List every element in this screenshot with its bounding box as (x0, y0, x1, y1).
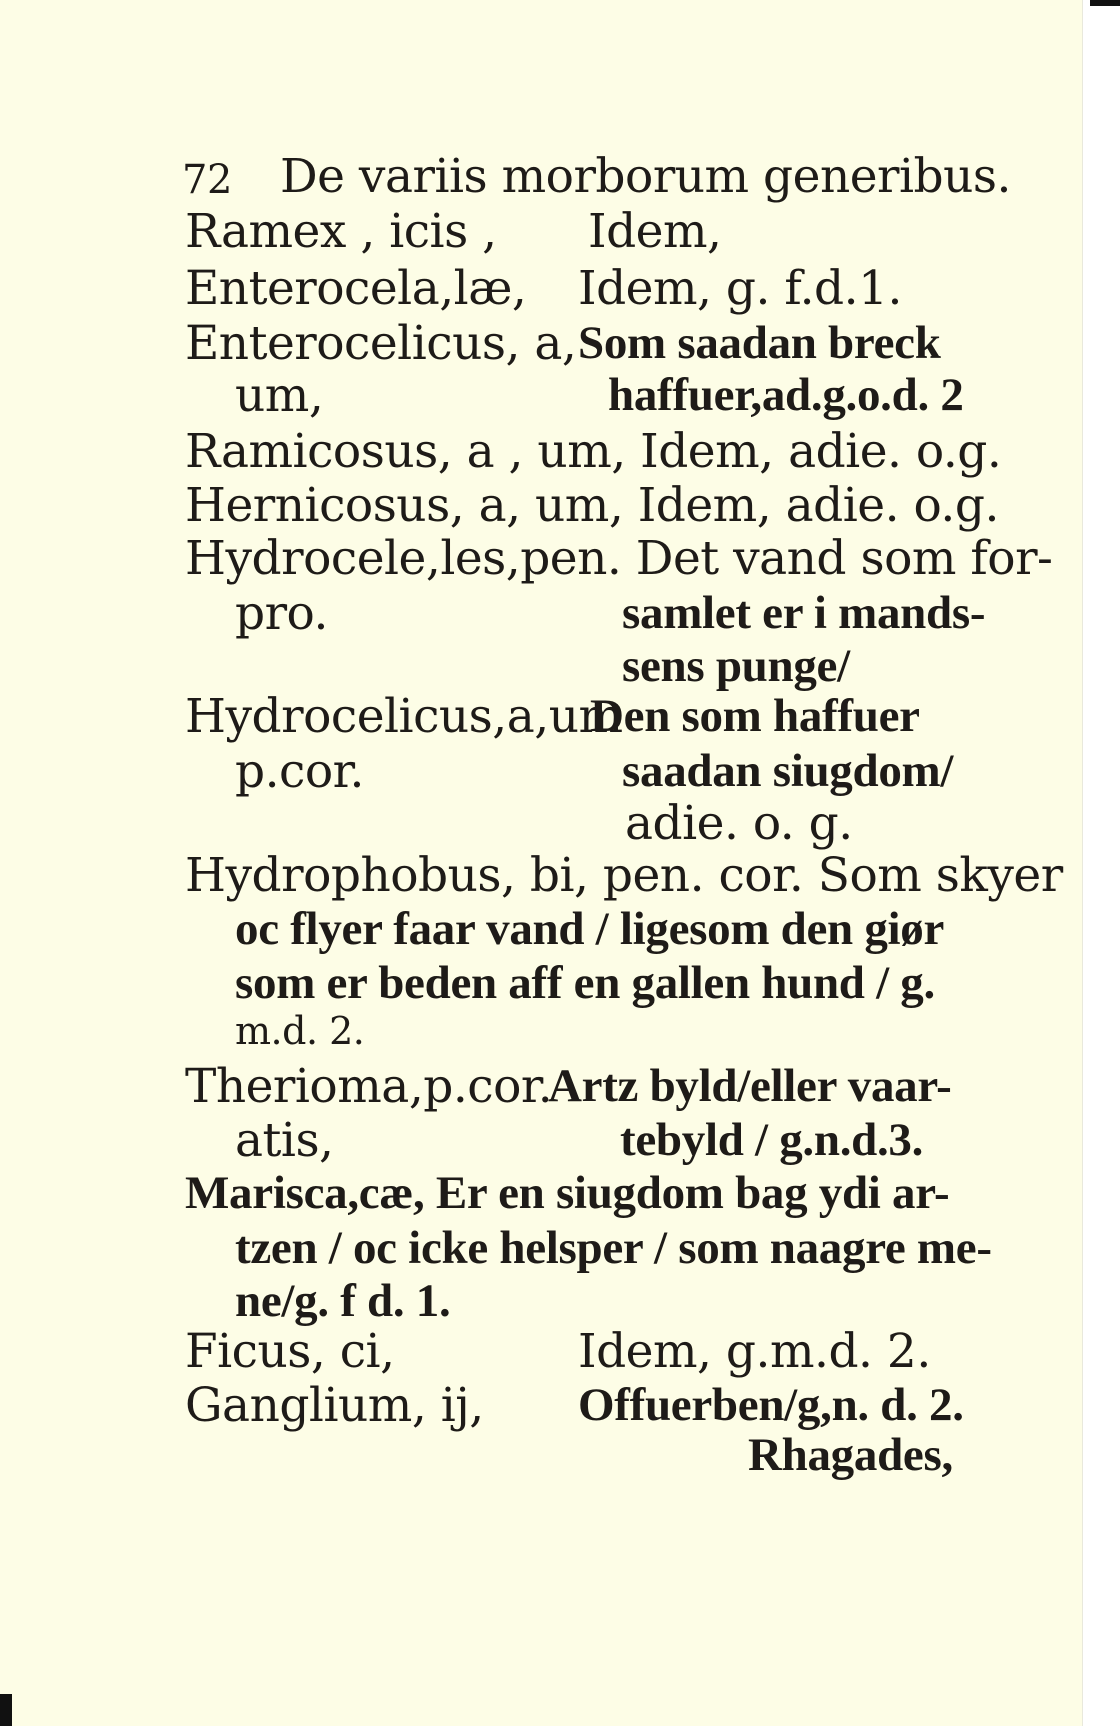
headword-therioma: Therioma,p.cor. (185, 1059, 553, 1114)
headword-enterocela: Enterocela,læ, (185, 261, 527, 316)
gloss-ficus: Idem, g.m.d. 2. (578, 1324, 931, 1379)
scan-corner-mark-bottom (0, 1694, 12, 1726)
entry-marisca-cont-2: ne/g. f d. 1. (235, 1275, 451, 1327)
entry-marisca: Marisca,cæ, Er en siugdom bag ydi ar- (185, 1167, 950, 1219)
headword-hydrocelicus: Hydrocelicus,a,um (185, 689, 623, 744)
headword-ganglium: Ganglium, ij, (185, 1378, 484, 1433)
entry-hydrophobus: Hydrophobus, bi, pen. cor. Som skyer (185, 848, 1063, 903)
gloss-therioma: Artz byld/eller vaar- (548, 1060, 952, 1112)
running-title: De variis morborum generibus. (280, 149, 1011, 204)
gloss-therioma-cont: tebyld / g.n.d.3. (620, 1114, 924, 1166)
catchword: Rhagades, (748, 1429, 953, 1481)
gloss-ganglium: Offuerben/g,n. d. 2. (578, 1379, 964, 1431)
headword-hydrocelicus-cont: p.cor. (235, 744, 364, 799)
gloss-hydrocelicus-cont: saadan siugdom/ (622, 745, 954, 797)
entry-hernicosus: Hernicosus, a, um, Idem, adie. o.g. (185, 478, 999, 533)
headword-enterocelicus: Enterocelicus, a, (185, 316, 577, 371)
gloss-hydrocele-cont-2: sens punge/ (622, 640, 850, 692)
headword-therioma-cont: atis, (235, 1113, 334, 1168)
gloss-hydrocele-cont: samlet er i mands- (622, 587, 986, 639)
scan-margin (1082, 0, 1120, 1726)
headword-ficus: Ficus, ci, (185, 1324, 395, 1379)
entry-ramicosus: Ramicosus, a , um, Idem, adie. o.g. (185, 424, 1002, 479)
gloss-ramex: Idem, (588, 204, 722, 259)
gloss-enterocelicus: Som saadan breck (578, 317, 941, 369)
headword-ramex: Ramex , icis , (185, 204, 497, 259)
gloss-enterocelicus-cont: haffuer,ad.g.o.d. 2 (608, 369, 964, 421)
headword-enterocelicus-cont: um, (235, 368, 324, 423)
gloss-enterocela: Idem, g. f.d.1. (578, 261, 902, 316)
page-number: 72 (182, 157, 232, 203)
entry-marisca-cont: tzen / oc icke helsper / som naagre me- (235, 1222, 992, 1274)
gloss-hydrocelicus-cont-2: adie. o. g. (625, 796, 853, 851)
gloss-hydrocelicus: Den som haffuer (590, 690, 920, 742)
headword-hydrocele-cont: pro. (235, 586, 328, 641)
entry-hydrophobus-cont: oc flyer faar vand / ligesom den giør (235, 903, 945, 955)
entry-hydrocele: Hydrocele,les,pen. Det vand som for- (185, 531, 1053, 586)
scan-corner-mark (1090, 0, 1120, 6)
entry-hydrophobus-cont-2: som er beden aff en gallen hund / g. (235, 957, 935, 1009)
entry-hydrophobus-cont-3: m.d. 2. (235, 1009, 365, 1053)
